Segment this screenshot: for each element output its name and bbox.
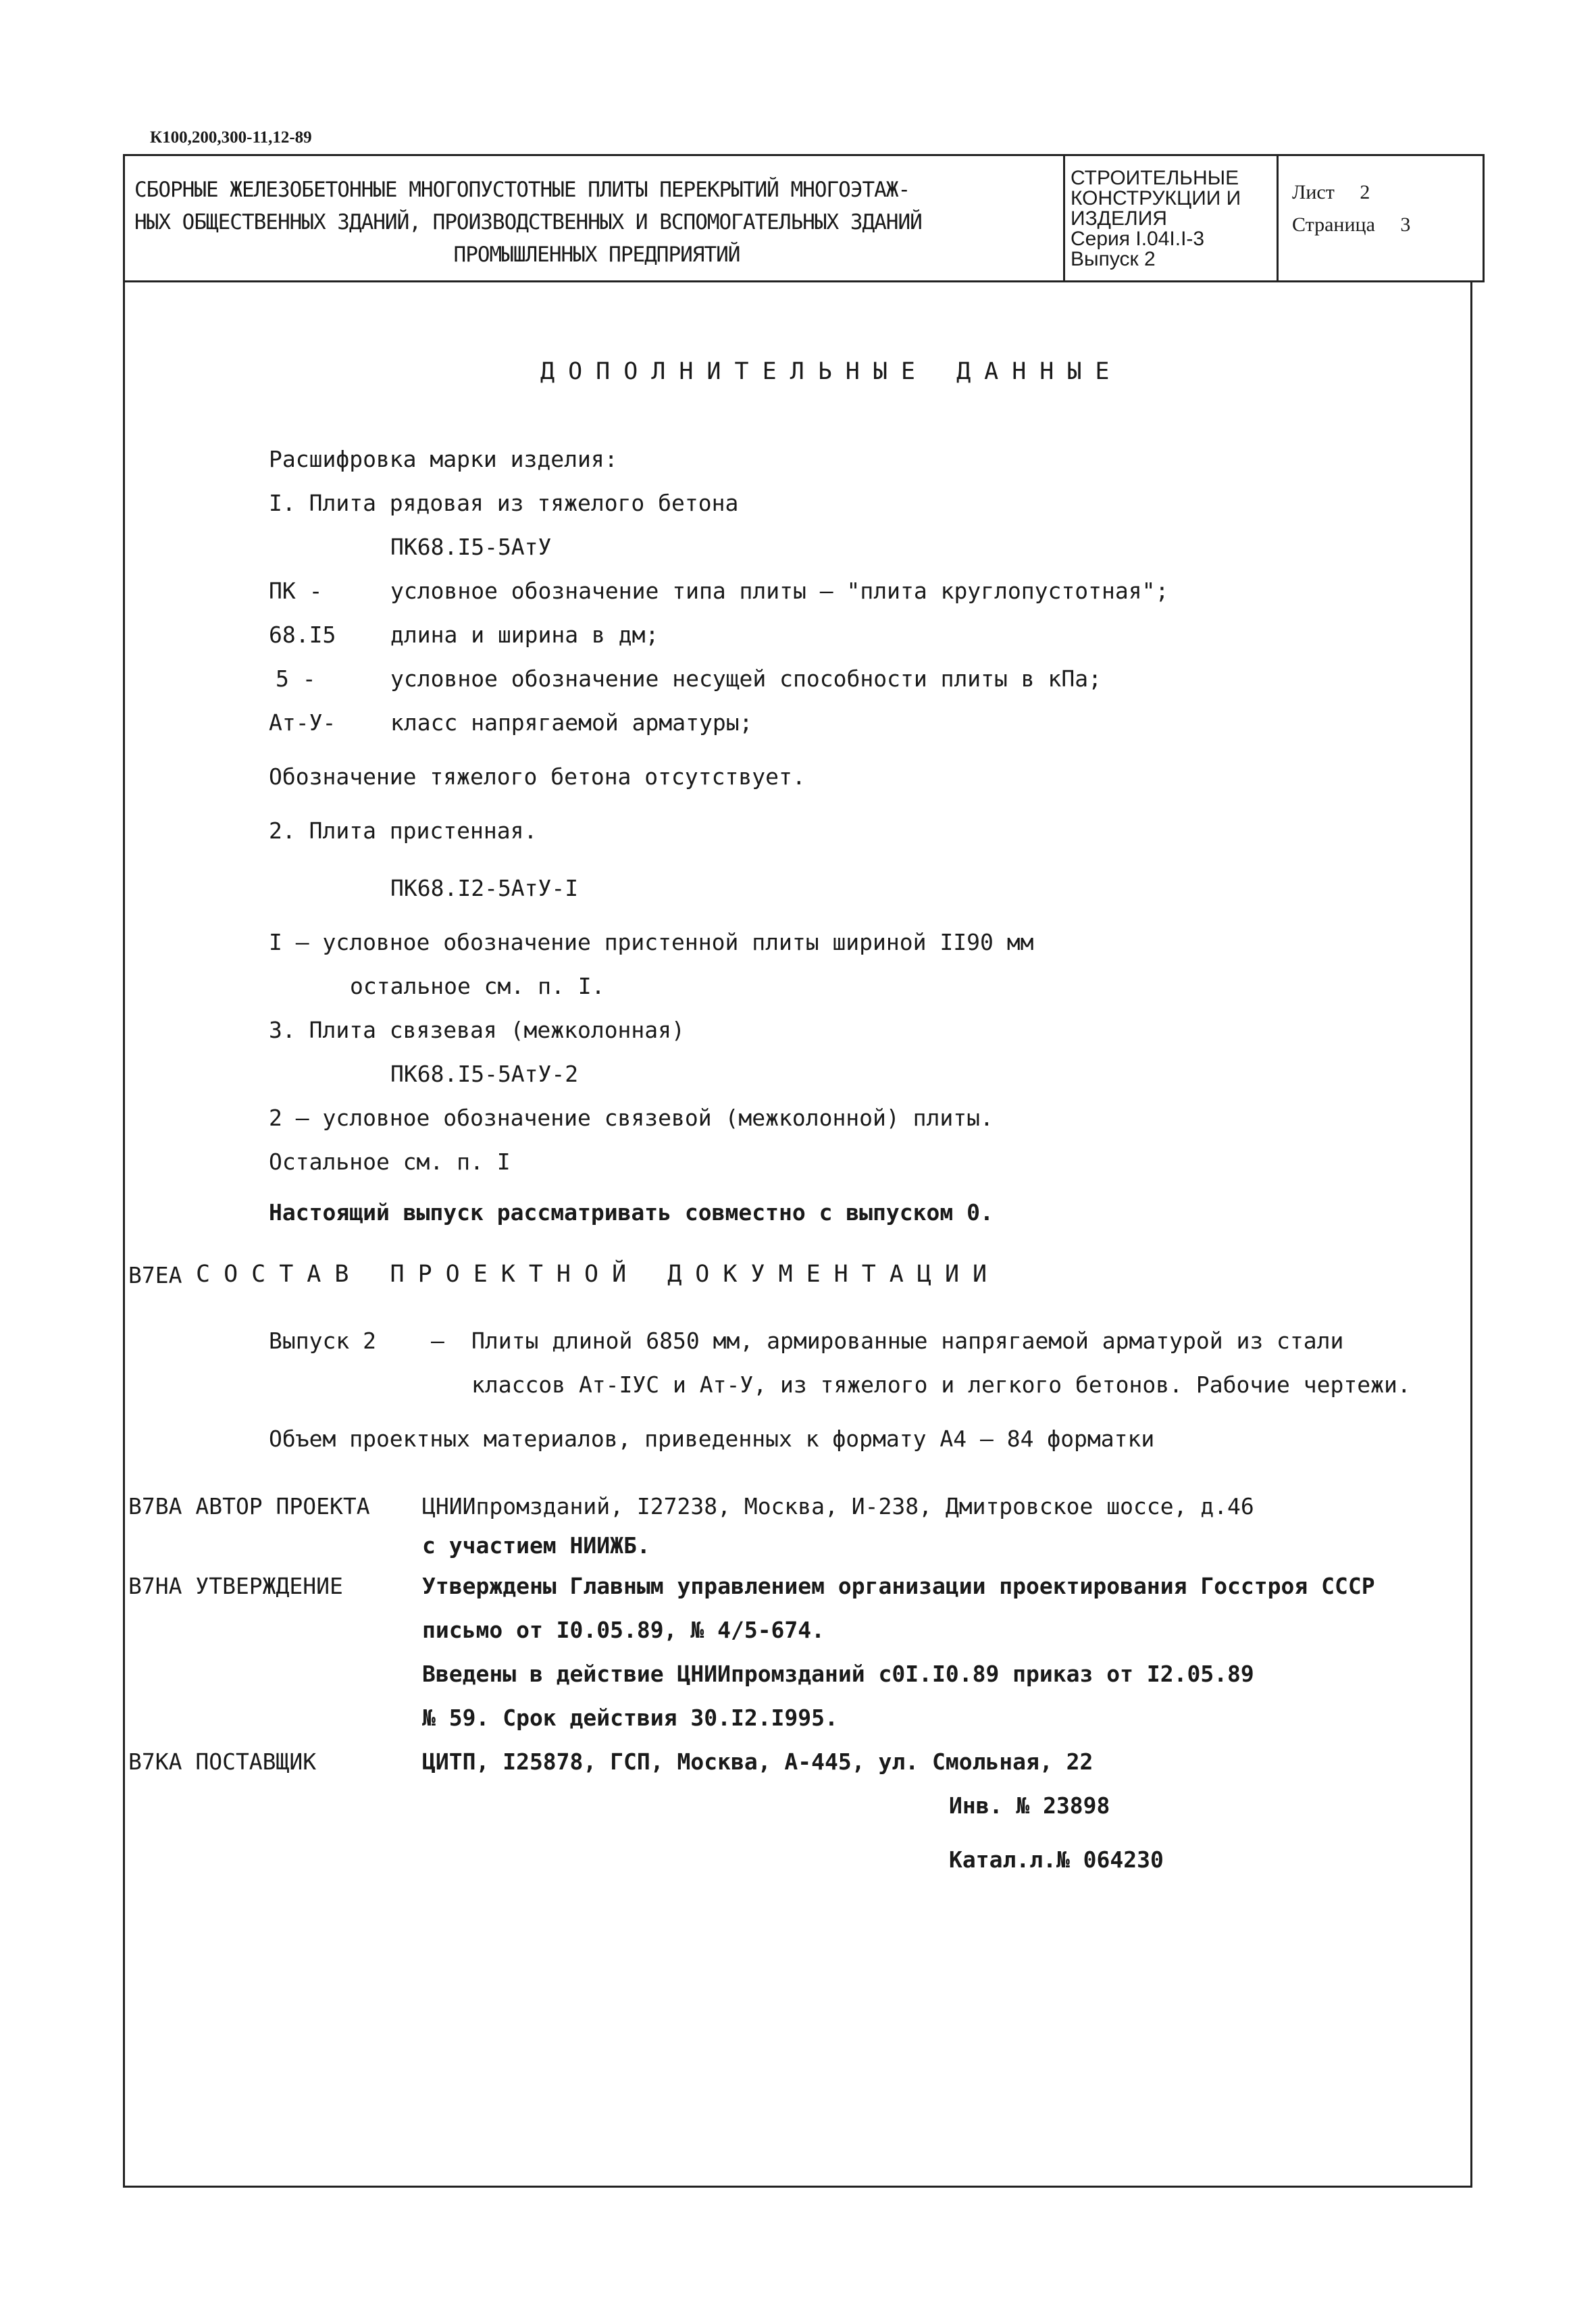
def-key-2: 68.I5	[269, 622, 336, 648]
category-line-2: КОНСТРУКЦИИ И	[1071, 187, 1241, 209]
item-2-rest: остальное см. п. I.	[350, 973, 605, 999]
item-2-title: 2. Плита пристенная.	[269, 818, 538, 844]
item-1-code: ПК68.I5-5АтУ	[390, 534, 552, 560]
def-text-4: класс напрягаемой арматуры;	[390, 709, 753, 736]
decoding-intro: Расшифровка марки изделия:	[269, 446, 618, 472]
title-block	[123, 154, 1485, 282]
def-text-3: условное обозначение несущей способности плиты в кПа;	[390, 665, 1102, 692]
approval-line-3: Введены в действие ЦНИИпромзданий с0I.I0.89 приказ от I2.05.89	[422, 1661, 1254, 1687]
category-line-3: ИЗДЕЛИЯ	[1071, 207, 1167, 230]
category-line-1: СТРОИТЕЛЬНЫЕ	[1071, 167, 1239, 189]
item-3-title: 3. Плита связевая (межколонная)	[269, 1017, 685, 1043]
supplier-line: ЦИТП, I25878, ГСП, Москва, А-445, ул. Смольная, 22	[422, 1749, 1093, 1775]
author-line-2: с участием НИИЖБ.	[422, 1532, 650, 1559]
volume-of-materials: Объем проектных материалов, приведенных к формату А4 – 84 форматки	[269, 1426, 1155, 1452]
issue-2-line-1: Плиты длиной 6850 мм, армированные напрягаемой арматурой из стали	[471, 1328, 1344, 1354]
def-key-4: Ат-У-	[269, 709, 336, 736]
author-code: В7ВА АВТОР ПРОЕКТА	[128, 1493, 370, 1519]
page-label: Страница	[1292, 213, 1375, 236]
author-line-1: ЦНИИпромзданий, I27238, Москва, И-238, Дмитровское шоссе, д.46	[422, 1493, 1254, 1519]
approval-code: В7НА УТВЕРЖДЕНИЕ	[128, 1573, 343, 1599]
page-value: 3	[1400, 213, 1411, 236]
approval-line-1: Утверждены Главным управлением организации проектирования Госстроя СССР	[422, 1573, 1375, 1599]
category-cell	[1065, 156, 1279, 280]
def-text-1: условное обозначение типа плиты – "плита круглопустотная";	[390, 578, 1169, 604]
issue-2-label: Выпуск 2	[269, 1328, 376, 1354]
catalog-number: Катал.л.№ 064230	[949, 1846, 1164, 1873]
note-issue-0: Настоящий выпуск рассматривать совместно с выпуском 0.	[269, 1199, 994, 1226]
sheet-value: 2	[1360, 181, 1370, 203]
item-2-def: I – условное обозначение пристенной плиты шириной II90 мм	[269, 929, 1034, 955]
issue-2-line-2: классов Ат-IУС и Ат-У, из тяжелого и легкого бетонов. Рабочие чертежи.	[471, 1372, 1411, 1398]
page-row	[1292, 209, 1483, 241]
item-1-title: I. Плита рядовая из тяжелого бетона	[269, 490, 739, 516]
issue-2-dash: –	[431, 1328, 444, 1354]
sheet-label: Лист	[1292, 181, 1335, 203]
title-cell	[125, 156, 1065, 280]
item-3-rest: Остальное см. п. I	[269, 1149, 511, 1175]
item-2-code: ПК68.I2-5АтУ-I	[390, 875, 579, 901]
approval-line-4: № 59. Срок действия 30.I2.I995.	[422, 1705, 838, 1731]
section-heading-documentation: СОСТАВ ПРОЕКТНОЙ ДОКУМЕНТАЦИИ	[196, 1261, 1001, 1288]
title-line-1: СБОРНЫЕ ЖЕЛЕЗОБЕТОННЫЕ МНОГОПУСТОТНЫЕ ПЛИТЫ ПЕРЕКРЫТИЙ МНОГОЭТАЖ-	[134, 178, 910, 202]
sheet-row	[1292, 176, 1483, 209]
section-code-b7ea: В7ЕА	[128, 1262, 182, 1288]
issue-label: Выпуск 2	[1071, 248, 1156, 270]
def-key-1: ПК -	[269, 578, 323, 604]
supplier-code: В7КА ПОСТАВЩИК	[128, 1749, 317, 1775]
series-label: Серия I.04I.I-3	[1071, 228, 1205, 250]
item-3-code: ПК68.I5-5АтУ-2	[390, 1061, 579, 1087]
title-line-2: НЫХ ОБЩЕСТВЕННЫХ ЗДАНИЙ, ПРОИЗВОДСТВЕННЫХ И ВСПОМОГАТЕЛЬНЫХ ЗДАНИЙ	[134, 210, 922, 234]
def-key-3: 5 -	[276, 665, 316, 692]
title-line-3: ПРОМЫШЛЕННЫХ ПРЕДПРИЯТИЙ	[453, 243, 740, 267]
note-heavy-concrete: Обозначение тяжелого бетона отсутствует.	[269, 763, 806, 790]
item-3-def: 2 – условное обозначение связевой (межколонной) плиты.	[269, 1105, 994, 1131]
def-text-2: длина и ширина в дм;	[390, 622, 659, 648]
document-code: К100,200,300-11,12-89	[150, 128, 312, 147]
section-heading-additional: ДОПОЛНИТЕЛЬНЫЕ ДАННЫЕ	[540, 358, 1123, 385]
inventory-number: Инв. № 23898	[949, 1792, 1110, 1819]
sheet-cell	[1279, 156, 1483, 280]
approval-line-2: письмо от I0.05.89, № 4/5-674.	[422, 1617, 825, 1643]
